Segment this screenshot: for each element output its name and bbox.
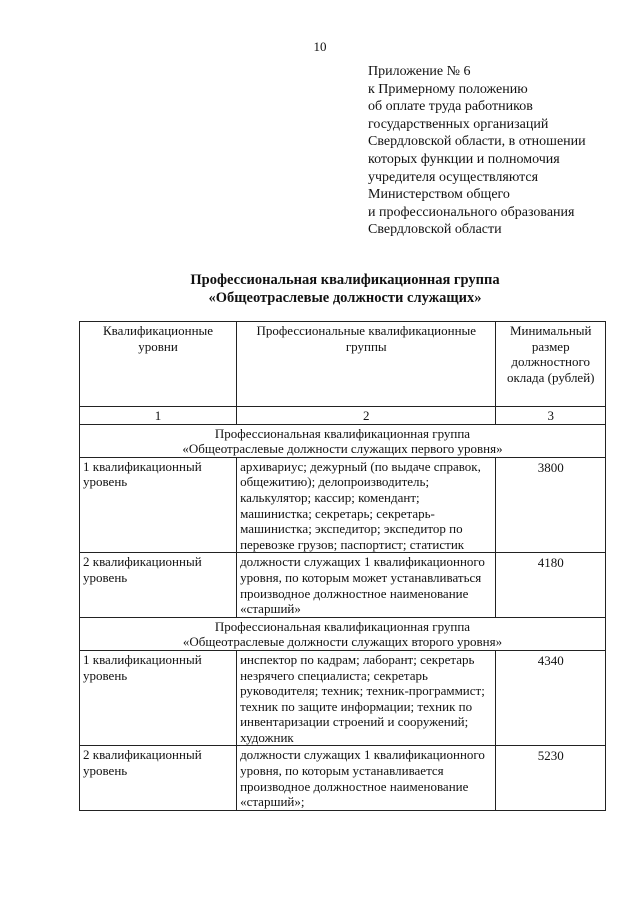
appendix-line: которых функции и полномочия bbox=[368, 151, 560, 167]
salary-cell: 4180 bbox=[496, 553, 606, 617]
appendix-block bbox=[368, 63, 586, 239]
group-heading-row bbox=[80, 617, 606, 650]
group-heading bbox=[80, 617, 606, 650]
column-number: 1 bbox=[80, 407, 237, 425]
level-cell: 1 квалификационный уровень bbox=[80, 650, 237, 746]
table-row bbox=[80, 457, 606, 553]
column-number: 3 bbox=[496, 407, 606, 425]
appendix-line: Министерством общего bbox=[368, 187, 510, 203]
appendix-line: Приложение № 6 bbox=[368, 64, 471, 79]
positions-cell: должности служащих 1 квалификационного уровня, по которым устанавливается производное должностное наименование «старший»; bbox=[237, 746, 496, 810]
group-heading-line: «Общеотраслевые должности служащих второго уровня» bbox=[182, 634, 503, 650]
positions-cell: должности служащих 1 квалификационного уровня, по которым может устанавливаться производное должностное наименование «старший» bbox=[237, 553, 496, 617]
header-cell: Квалификационные уровни bbox=[80, 322, 237, 407]
appendix-line: и профессионального образования bbox=[368, 204, 575, 220]
appendix-line: Свердловской области bbox=[368, 222, 502, 238]
table-row bbox=[80, 746, 606, 810]
appendix-line: об оплате труда работников bbox=[368, 99, 533, 115]
group-heading-row bbox=[80, 424, 606, 457]
appendix-line: Свердловской области, в отношении bbox=[368, 134, 586, 150]
title-line: Профессиональная квалификационная группа bbox=[190, 272, 500, 288]
salary-cell: 4340 bbox=[496, 650, 606, 746]
header-cell: Минимальный размер должностного оклада (рублей) bbox=[496, 322, 606, 407]
document-title bbox=[0, 271, 640, 307]
level-cell: 1 квалификационный уровень bbox=[80, 457, 237, 553]
header-cell: Профессиональные квалификационные группы bbox=[237, 322, 496, 407]
level-cell: 2 квалификационный уровень bbox=[80, 746, 237, 810]
group-heading-line: Профессиональная квалификационная группа bbox=[214, 618, 471, 634]
group-heading-line: «Общеотраслевые должности служащих первого уровня» bbox=[182, 441, 503, 457]
header-row bbox=[80, 322, 606, 407]
level-cell: 2 квалификационный уровень bbox=[80, 553, 237, 617]
positions-cell: инспектор по кадрам; лаборант; секретарь незрячего специалиста; секретарь руководителя; техник; техник-программист; техник по защите информации; техник по инвентаризации строений и сооружений; художник bbox=[237, 650, 496, 746]
salary-cell: 3800 bbox=[496, 457, 606, 553]
table-row bbox=[80, 553, 606, 617]
column-number: 2 bbox=[237, 407, 496, 425]
column-number-row bbox=[80, 407, 606, 425]
table-row bbox=[80, 650, 606, 746]
salary-cell: 5230 bbox=[496, 746, 606, 810]
positions-cell: архивариус; дежурный (по выдаче справок, общежитию); делопроизводитель; калькулятор; кассир; комендант; машинистка; секретарь; секретарь-машинистка; экспедитор; экспедитор по перевозке грузов; паспортист; статистик bbox=[237, 457, 496, 553]
group-heading bbox=[80, 424, 606, 457]
group-heading-line: Профессиональная квалификационная группа bbox=[214, 425, 471, 441]
title-line: «Общеотраслевые должности служащих» bbox=[208, 290, 482, 306]
page-number: 10 bbox=[313, 39, 327, 54]
appendix-line: к Примерному положению bbox=[368, 81, 528, 97]
appendix-line: учредителя осуществляются bbox=[368, 169, 539, 185]
appendix-line: государственных организаций bbox=[368, 116, 549, 132]
qualification-table bbox=[79, 321, 606, 811]
